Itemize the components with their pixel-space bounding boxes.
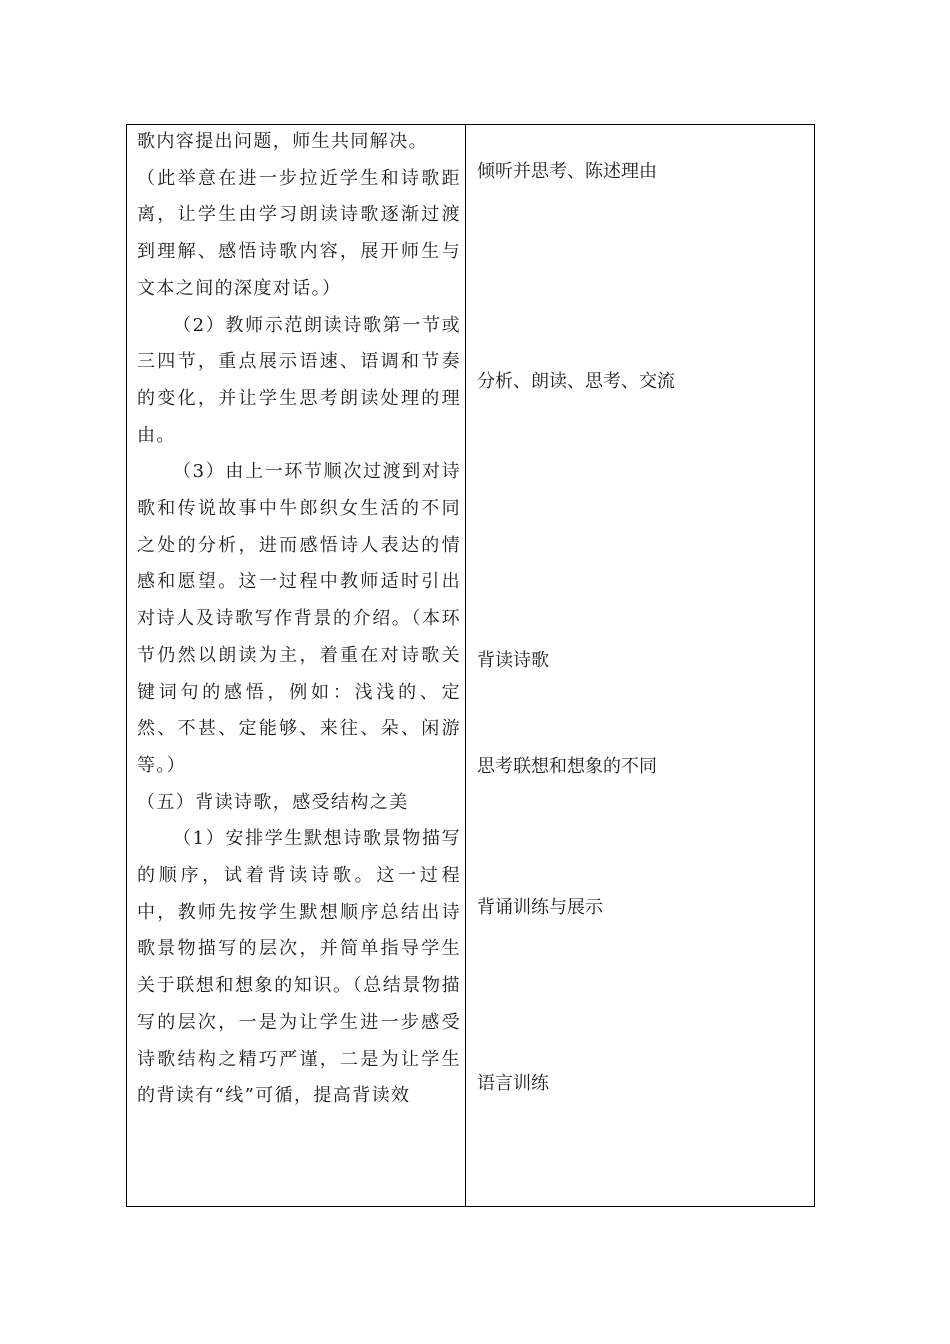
teacher-activity-column [137,124,461,1115]
student-activity-analyze: 分析、朗读、思考、交流 [477,371,675,392]
student-activity-recite: 背读诗歌 [477,650,549,671]
student-activity-memorize: 背诵训练与展示 [477,897,603,918]
student-activity-think: 思考联想和想象的不同 [477,756,657,777]
column-divider [465,124,466,1207]
paragraph-step-2: （2）教师示范朗读诗歌第一节或三四节，重点展示语速、语调和节奏的变化，并让学生思考朗读处理的理由。 [137,314,461,446]
student-activity-language: 语言训练 [477,1073,549,1094]
paragraph-section5-step-1: （1）安排学生默想诗歌景物描写的顺序，试着背读诗歌。这一过程中，教师先按学生默想顺序总结出诗歌景物描写的层次，并简单指导学生关于联想和想象的知识。（总结景物描写的层次，一是为让学生进一步感受诗歌结构之精巧严谨，二是为让学生的背读有“线”可循，提高背读效 [137,828,461,1107]
student-activity-listen: 倾听并思考、陈述理由 [477,161,657,182]
paragraph-step-3: （3）由上一环节顺次过渡到对诗歌和传说故事中牛郎织女生活的不同之处的分析，进而感悟诗人表达的情感和愿望。这一过程中教师适时引出对诗人及诗歌写作背景的介绍。（本环节仍然以朗读为主，着重在对诗歌关键词句的感悟，例如：浅浅的、定然、不甚、定能够、来往、朵、闲游等。） [137,461,461,776]
paragraph-problem-solving: 歌内容提出问题，师生共同解决。 [137,131,428,152]
section-heading-5: （五）背读诗歌，感受结构之美 [137,791,409,813]
paragraph-purpose-note: （此举意在进一步拉近学生和诗歌距离，让学生由学习朗读诗歌逐渐过渡到理解、感悟诗歌内容，展开师生与文本之间的深度对话。） [137,167,461,299]
